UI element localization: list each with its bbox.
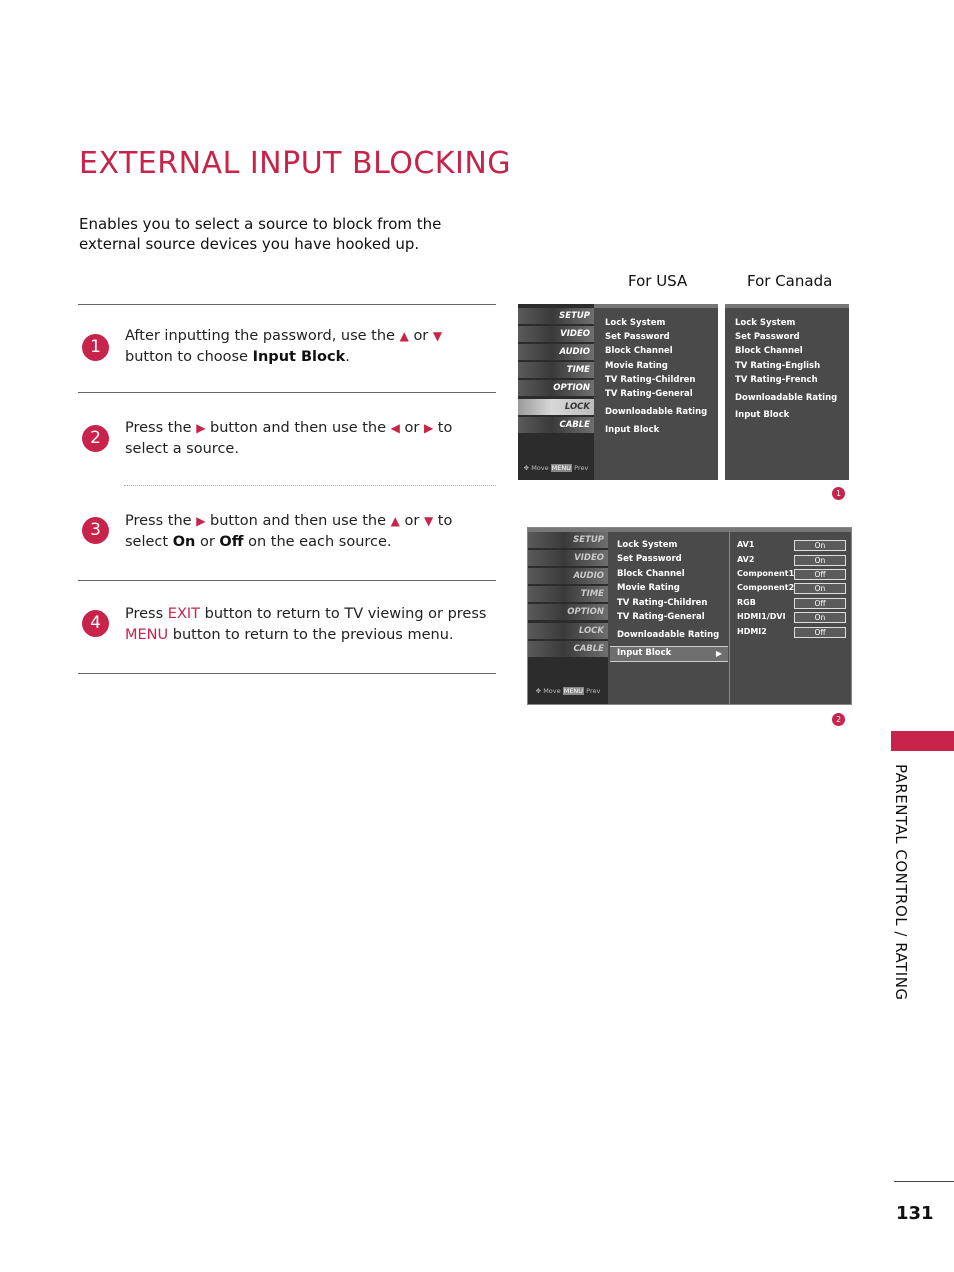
menu-key: MENU (125, 626, 169, 643)
down-arrow-icon: ▼ (432, 329, 443, 343)
menu-item: Lock System (605, 318, 666, 328)
sidebar-item-option: OPTION (518, 380, 594, 396)
source-row: HDMI2 Off (737, 627, 849, 639)
menu-item: Set Password (617, 554, 682, 564)
menu-item: Lock System (617, 540, 678, 550)
page-number-rule (894, 1181, 954, 1182)
menu-item: TV Rating-General (617, 612, 705, 622)
source-row: AV2 On (737, 555, 849, 567)
page-number: 131 (896, 1203, 934, 1224)
step-3-number: 3 (82, 517, 109, 544)
source-row: HDMI1/DVI On (737, 612, 849, 624)
sidebar-item-video: VIDEO (528, 550, 608, 566)
section-tab (891, 731, 954, 751)
menu-item: Set Password (735, 332, 800, 342)
label-usa: For USA (628, 272, 688, 290)
sidebar-item-audio: AUDIO (518, 344, 594, 360)
divider (78, 392, 496, 393)
left-arrow-icon: ◀ (390, 421, 400, 435)
menu-item: Movie Rating (617, 583, 680, 593)
right-arrow-icon: ▶ (423, 421, 434, 435)
sidebar-item-cable: CABLE (518, 417, 594, 433)
menu-item: Input Block (605, 425, 660, 435)
menu-item: Block Channel (617, 569, 685, 579)
source-row: RGB Off (737, 598, 849, 610)
menu-item: Input Block (735, 410, 790, 420)
divider (78, 304, 496, 305)
menu-item: TV Rating-Children (617, 598, 708, 608)
divider (78, 580, 496, 581)
menu-item: Downloadable Rating (617, 630, 720, 640)
menu-item: Set Password (605, 332, 670, 342)
sidebar-item-cable: CABLE (528, 641, 608, 657)
menu-item: TV Rating-Children (605, 375, 696, 385)
page-title: EXTERNAL INPUT BLOCKING (79, 146, 512, 181)
tv-menu-canada (725, 304, 849, 480)
source-row: Component2 On (737, 583, 849, 595)
step-4-text: Press EXIT button to return to TV viewing or press MENU button to return to the previous menu. (125, 606, 487, 643)
right-arrow-icon: ▶ (715, 649, 722, 658)
step-2-number: 2 (82, 425, 109, 452)
intro-text: Enables you to select a source to block from the external source devices you have hooked up. (79, 215, 442, 253)
sidebar-item-lock: LOCK (528, 623, 608, 639)
move-icon: ✥ (535, 687, 542, 695)
tv-sidebar (528, 532, 608, 704)
tv-menu-input-block (527, 527, 852, 705)
menu-item: Downloadable Rating (605, 407, 708, 417)
right-arrow-icon: ▶ (196, 421, 206, 435)
menu-item: Downloadable Rating (735, 393, 838, 403)
down-arrow-icon: ▼ (423, 514, 434, 528)
menu-item: TV Rating-French (735, 375, 818, 385)
sidebar-item-setup: SETUP (528, 532, 608, 548)
sidebar-item-audio: AUDIO (528, 568, 608, 584)
nav-hint: ✥ Move MENU Prev (535, 687, 601, 695)
section-label: PARENTAL CONTROL / RATING (892, 764, 910, 1001)
step-3-text: Press the ▶ button and then use the ▲ or ▼ to select On or Off on the each source. (125, 513, 453, 550)
sidebar-item-option: OPTION (528, 604, 608, 620)
tv-menu-usa (518, 304, 718, 480)
nav-hint: ✥ Move MENU Prev (523, 464, 589, 472)
right-arrow-icon: ▶ (196, 514, 206, 528)
menu-item: TV Rating-English (735, 361, 821, 371)
dotted-divider (124, 485, 496, 486)
menu-item-selected: Input Block ▶ (610, 646, 728, 662)
menu-item: Block Channel (735, 346, 803, 356)
step-2-text: Press the ▶ button and then use the ◀ or ▶ to select a source. (125, 420, 453, 457)
figure-badge-2: 2 (832, 713, 845, 726)
step-1-text: After inputting the password, use the ▲ or ▼ button to choose Input Block. (125, 328, 443, 365)
source-row: Component1 Off (737, 569, 849, 581)
sidebar-item-lock: LOCK (518, 399, 594, 415)
up-arrow-icon: ▲ (390, 514, 400, 528)
menu-item: TV Rating-General (605, 389, 693, 399)
menu-item: Lock System (735, 318, 796, 328)
sidebar-item-time: TIME (528, 586, 608, 602)
menu-item: Movie Rating (605, 361, 668, 371)
step-1-number: 1 (82, 334, 109, 361)
exit-key: EXIT (167, 606, 201, 622)
step-4-number: 4 (82, 610, 109, 637)
divider (78, 673, 496, 674)
figure-badge-1: 1 (832, 487, 845, 500)
sidebar-item-video: VIDEO (518, 326, 594, 342)
tv-sidebar (518, 304, 594, 480)
source-list (737, 528, 849, 706)
menu-item: Block Channel (605, 346, 673, 356)
label-canada: For Canada (747, 272, 833, 290)
sidebar-item-time: TIME (518, 362, 594, 378)
up-arrow-icon: ▲ (399, 329, 409, 343)
move-icon: ✥ (523, 464, 530, 472)
source-row: AV1 On (737, 540, 849, 552)
sidebar-item-setup: SETUP (518, 308, 594, 324)
